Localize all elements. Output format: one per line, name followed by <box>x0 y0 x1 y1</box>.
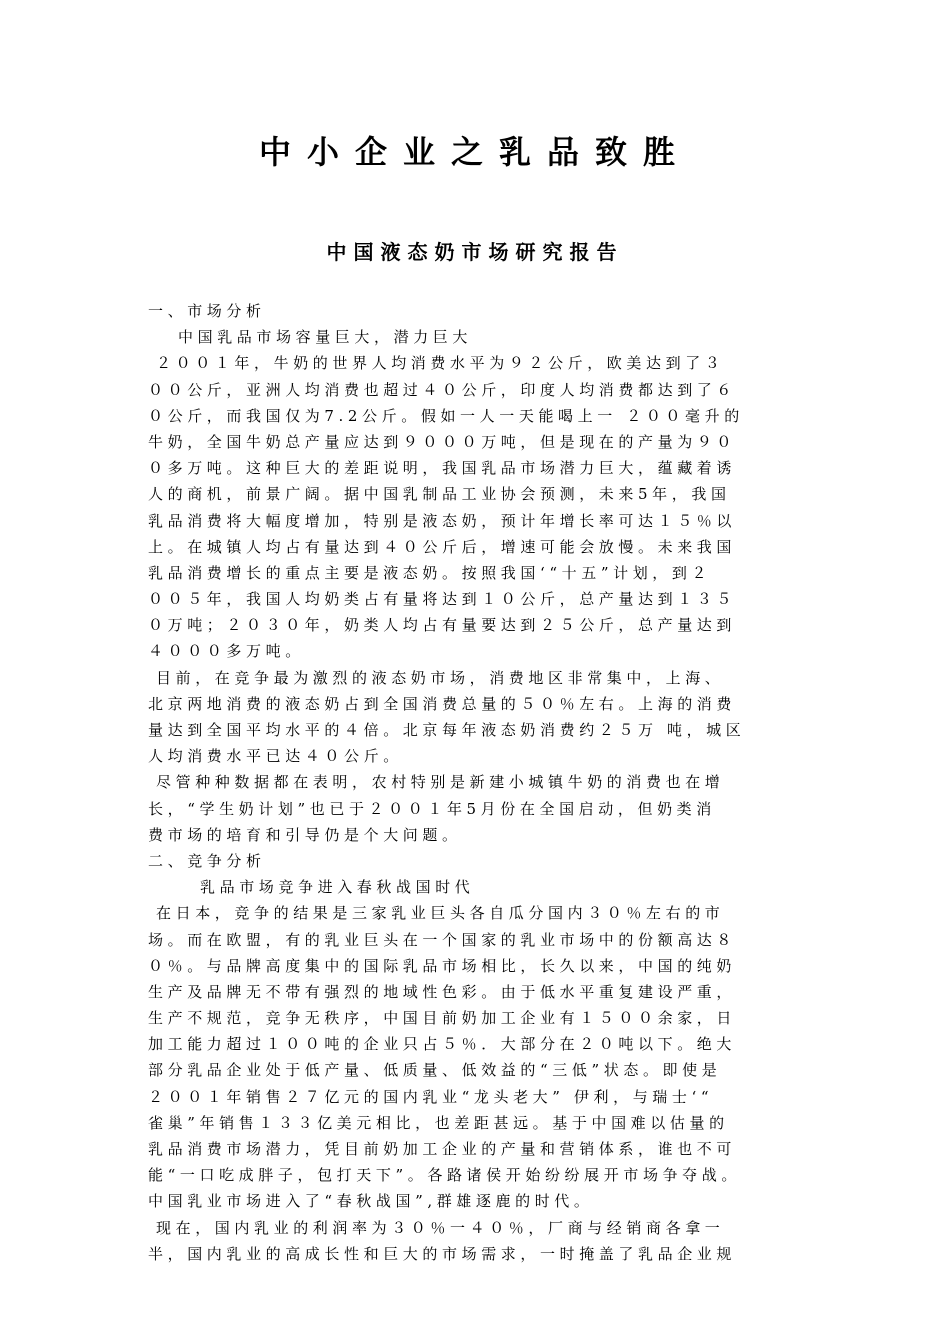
paragraph-line: ０多万吨。这种巨大的差距说明，我国乳品市场潜力巨大，蕴藏着诱 <box>148 459 737 478</box>
paragraph-line: 北京两地消费的液态奶占到全国消费总量的５０％左右。上海的消费 <box>148 694 737 713</box>
paragraph-line: 能“一口吃成胖子，包打天下”。各路诸侯开始纷纷展开市场争夺战。 <box>148 1166 741 1185</box>
paragraph-line: 乳品消费增长的重点主要是液态奶。按照我国‘“十五”计划，到２ <box>148 563 712 582</box>
paragraph-line: ０公斤，而我国仅为7.2公斤。假如一人一天能喝上一 ２００毫升的 <box>148 406 744 425</box>
subsection-heading: 中国乳品市场容量巨大，潜力巨大 <box>178 328 473 347</box>
paragraph-line: 乳品消费市场潜力，凭目前奶加工企业的产量和营销体系，谁也不可 <box>148 1140 737 1158</box>
paragraph-line: 量达到全国平均水平的４倍。北京每年液态奶消费约２５万 吨，城区 <box>148 721 746 739</box>
paragraph-line: 部分乳品企业处于低产量、低质量、低效益的“三低”状态。即使是 <box>148 1061 722 1080</box>
subsection-heading: 乳品市场竞争进入春秋战国时代 <box>200 878 475 897</box>
paragraph-line: ０％。与品牌高度集中的国际乳品市场相比，长久以来，中国的纯奶 <box>148 956 737 975</box>
paragraph-line: 费市场的培育和引导仍是个大问题。 <box>148 825 462 844</box>
paragraph-line: 加工能力超过１００吨的企业只占５％．大部分在２０吨以下。绝大 <box>148 1035 737 1054</box>
document-title: 中小企业之乳品致胜 <box>258 133 691 171</box>
document-subtitle: 中国液态奶市场研究报告 <box>326 240 624 264</box>
paragraph-line: 生产及品牌无不带有强烈的地域性色彩。由于低水平重复建设严重， <box>148 982 737 1001</box>
paragraph-line: ４０００多万吨。 <box>148 642 305 661</box>
paragraph-line: 中国乳业市场进入了“春秋战国”,群雄逐鹿的时代。 <box>148 1192 594 1211</box>
paragraph-line: ０万吨；２０３０年，奶类人均占有量要达到２５公斤，总产量达到 <box>148 616 737 635</box>
paragraph-line: ００５年，我国人均奶类占有量将达到１０公斤，总产量达到１３５ <box>148 590 737 609</box>
paragraph-line: 目前，在竞争最为激烈的液态奶市场，消费地区非常集中，上海、 <box>156 668 725 687</box>
paragraph-line: ２００１年，牛奶的世界人均消费水平为９２公斤，欧美达到了３ <box>156 354 725 373</box>
paragraph-line: 长，“学生奶计划”也已于２００１年5月份在全国启动，但奶类消 <box>148 799 716 818</box>
document-body <box>148 298 808 1267</box>
paragraph-line: 在日本，竞争的结果是三家乳业巨头各自瓜分国内３０％左右的市 <box>156 904 725 923</box>
paragraph-line: 雀巢”年销售１３３亿美元相比，也差距甚远。基于中国难以估量的 <box>148 1113 729 1132</box>
section-heading: 二、竞争分析 <box>148 851 266 870</box>
paragraph-line: ２００１年销售２７亿元的国内乳业“龙头老大” 伊利，与瑞士‘“ <box>148 1087 714 1106</box>
paragraph-line: 乳品消费将大幅度增加，特别是液态奶，预计年增长率可达１５％以 <box>148 511 737 530</box>
paragraph-line: 生产不规范，竞争无秩序，中国目前奶加工企业有１５００余家，日 <box>148 1009 737 1028</box>
paragraph-line: ００公斤，亚洲人均消费也超过４０公斤，印度人均消费都达到了６ <box>148 380 737 399</box>
paragraph-line: 场。而在欧盟，有的乳业巨头在一个国家的乳业市场中的份额高达８ <box>148 930 737 949</box>
paragraph-line: 上。在城镇人均占有量达到４０公斤后，增速可能会放慢。未来我国 <box>148 537 737 556</box>
paragraph-line: 牛奶，全国牛奶总产量应达到９０００万吨，但是现在的产量为９０ <box>148 432 737 451</box>
section-heading: 一、市场分析 <box>148 302 266 320</box>
paragraph-line: 现在，国内乳业的利润率为３０％一４０％，厂商与经销商各拿一 <box>156 1218 725 1237</box>
paragraph-line: 尽管种种数据都在表明，农村特别是新建小城镇牛奶的消费也在增 <box>156 773 725 792</box>
paragraph-line: 人的商机，前景广阔。据中国乳制品工业协会预测，未来5年，我国 <box>148 485 731 504</box>
paragraph-line: 人均消费水平已达４０公斤。 <box>148 747 403 766</box>
paragraph-line: 半，国内乳业的高成长性和巨大的市场需求，一时掩盖了乳品企业规 <box>148 1244 737 1263</box>
